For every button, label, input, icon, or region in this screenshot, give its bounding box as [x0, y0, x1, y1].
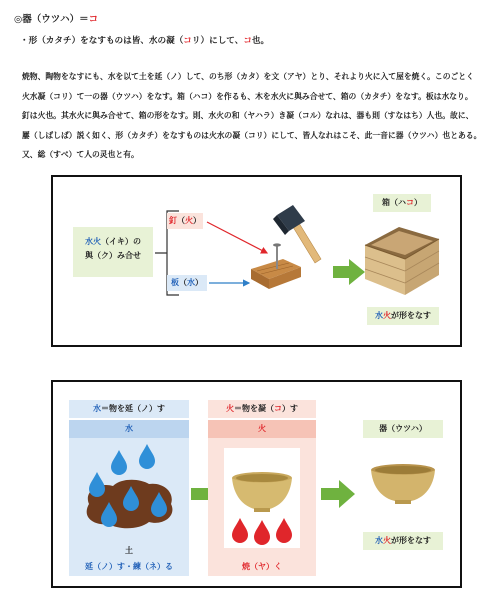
paragraph-line: 焼物、陶物をなすにも、水を以て土を延（ノ）して、のち形（カタ）を文（アヤ）とり、それより火に入て屋を焼く。このごとく: [22, 72, 474, 81]
water-on-earth-icon: [79, 442, 179, 542]
nail-text: 釘: [169, 216, 177, 225]
box-diagram-panel: [51, 175, 462, 347]
board-text: ）: [195, 278, 203, 287]
paragraph-line: 又、総（すべ）て人の灵也と有。: [22, 150, 139, 159]
result-text: が形をなす: [391, 311, 431, 320]
fire-caption: 焼（ヤ）く: [242, 562, 282, 571]
paragraph-line: 釘は火也。其水火に與み合せて、箱の形をなす。則、水火の和（ヤハラ）き凝（コル）なれは、器も則（すなはち）人也。故に、: [22, 111, 474, 120]
vessel-result-label: [363, 532, 443, 550]
subheading: [20, 34, 269, 46]
subheading-part: ・形（カタチ）をなすものは皆、水の凝（: [20, 36, 184, 46]
fire-title-text: コ: [274, 404, 282, 413]
fire-head: 火: [208, 420, 316, 438]
label-text: （イキ）の: [101, 237, 141, 246]
water-head: 水: [69, 420, 189, 438]
nail-text: （: [177, 216, 185, 225]
box-title: [373, 194, 431, 212]
body-paragraph: [22, 67, 484, 165]
board-text: （: [179, 278, 187, 287]
subheading-part: 也。: [251, 36, 270, 46]
fire-column: [208, 420, 316, 576]
water-title: [69, 400, 189, 418]
subheading-red: コ: [183, 36, 192, 46]
box-title-text: コ: [406, 198, 414, 207]
water-column: [69, 420, 189, 576]
result-text: 火: [383, 311, 391, 320]
water-fire-combination-label: [73, 227, 153, 277]
water-title-text: 水: [93, 404, 101, 413]
label-text: 與（ク）み合せ: [85, 251, 141, 260]
nail-text: ）: [193, 216, 201, 225]
vessel-result-text: 水: [375, 536, 383, 545]
fire-title: [208, 400, 316, 418]
result-label: [367, 307, 439, 325]
vessel-result-text: 火: [383, 536, 391, 545]
arrow-right-icon: [319, 480, 355, 508]
bowl-in-fire-icon: [224, 470, 300, 546]
nail-label: [167, 213, 203, 229]
page-title: [14, 11, 98, 25]
vessel-title: 器（ウツハ）: [363, 420, 443, 438]
paragraph-line: 屢（しばしば）説く如く、形（カタチ）をなすものは火水の凝（コリ）にして、皆人なれはこそ、此一音に器（ウツハ）也とある。: [22, 130, 482, 140]
fire-title-text: ）す: [282, 404, 298, 413]
box-title-text: 箱（ハ: [382, 198, 406, 207]
earth-label: 土: [125, 546, 133, 555]
subheading-part: リ）にして、: [191, 36, 244, 46]
board-text: 水: [187, 278, 195, 287]
bowl-icon: [365, 462, 441, 508]
fire-title-text: ＝物を凝（: [234, 404, 274, 413]
wooden-box-icon: [361, 217, 443, 299]
fire-title-text: 火: [226, 404, 234, 413]
board-label: [167, 275, 207, 291]
subheading-red: コ: [243, 36, 252, 46]
vessel-diagram-panel: [51, 380, 462, 588]
hammer-nail-board-icon: [243, 197, 323, 297]
board-text: 板: [171, 278, 179, 287]
vessel-result-text: が形をなす: [391, 536, 431, 545]
paragraph-line: 火水凝（コリ）て一の器（ウツハ）をなす。箱（ハコ）を作るも、木を水火に與み合せて、箱の（カタチ）をなす。板は水なり。: [22, 91, 473, 101]
water-caption: 延（ノ）す・練（ネ）る: [85, 562, 173, 571]
label-blue: 水火: [85, 237, 101, 246]
box-title-text: ）: [414, 198, 422, 207]
title-prefix: ◎器（ウツハ）＝: [14, 14, 89, 25]
title-glyph: コ: [88, 14, 99, 25]
water-title-text: ＝物を延（ノ）す: [101, 404, 165, 413]
result-text: 水: [375, 311, 383, 320]
nail-text: 火: [185, 216, 193, 225]
